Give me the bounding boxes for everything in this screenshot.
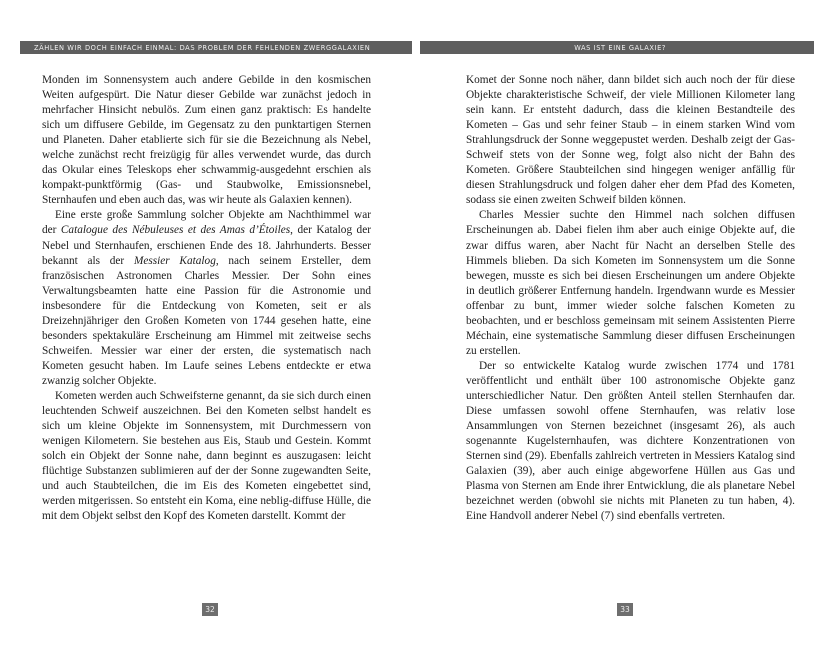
- page-number-left-text: 32: [205, 605, 215, 614]
- paragraph: [466, 208, 795, 358]
- paragraph-text: Charles Messier suchte den Himmel nach solchen diffusen Erscheinungen ab. Dabei fielen ihm aber auch einige Objekte auf, die zwar diffus waren, aber Nacht für Nacht an derselben Stelle des Himmels blieben. Da sich Kometen im Sonnensystem um die Sonne bewegen, musste es sich bei diesen Erscheinungen um andere Objekte in deutlich größerer Entfernung handeln. Irgendwann wurde es Messier offenbar zu bunt, immer wieder solche falschen Kometen zu beobachten, und er beschloss gemeinsam mit seinem Assistenten Pierre Méchain, eine systematische Sammlung dieser diffusen Erscheinungen zu erstellen.: [466, 209, 795, 357]
- page-number-right: [617, 603, 633, 616]
- header-left-title: ZÄHLEN WIR DOCH EINFACH EINMAL: DAS PROBLEM DER FEHLENDEN ZWERGGALAXIEN: [34, 43, 371, 52]
- paragraph: [466, 73, 795, 208]
- italic-title-text: Catalogue des Nébuleuses et des Amas d’Étoiles: [60, 224, 291, 237]
- paragraph-text: , nach seinem Ersteller, dem französischen Astronomen Charles Messier. Der Sohn eines Verwaltungsbeamten hatte eine Passion für die Astronomie und insbesondere für die Entdeckung von Kometen, seit er als Dreizehnjähriger den Großen Kometen von 1744 gesehen hatte, eine besonders spektakuläre Erscheinung am Himmel mit zeitweise sechs Schweifen. Messier war einer der ersten, die systematisch nach Kometen gesucht haben. Im Laufe seines Lebens entdeckte er etwa zwanzig solcher Objekte.: [42, 254, 371, 387]
- running-header-right: [420, 41, 814, 54]
- paragraph-text: Monden im Sonnensystem auch andere Gebilde in den kosmischen Weiten aufgespürt. Die Natur dieser Gebilde war zunächst jedoch in mehrfacher Hinsicht nebulös. Zum einen ganz praktisch: Es handelte sich um diffusere Gebilde, im Gegensatz zu den punktartigen Sternen und Planeten. Daher etablierte sich für sie die Bezeichnung als Nebel, welche zunächst recht freizügig für alles verwendet wurde, das durch das Okular eines Teleskops eher schwammig-ausgedehnt erschien als kompakt-punktförmig (Gas- und Staubwolke, Emissionsnebel, Sternhaufen und eben auch das, was wir heute als Galaxien kennen).: [42, 74, 371, 207]
- italic-title-text: Messier Katalog: [133, 254, 216, 267]
- header-right-title: WAS IST EINE GALAXIE?: [574, 43, 666, 52]
- paragraph-text: Eine erste große Sammlung solcher Objekte am Nachthimmel war der: [42, 209, 371, 237]
- page-number-left: [202, 603, 218, 616]
- right-page-body: [466, 73, 795, 524]
- paragraph-text: Kometen werden auch Schweifsterne genannt, da sie sich durch einen leuchtenden Schweif auszeichnen. Bei den Kometen selbst handelt es sich um kleine Objekte im Sonnensystem, mit Durchmessern von wenigen Kilometern. Sie bestehen aus Eis, Staub und Gestein. Kommt solch ein Objekt der Sonne nahe, dann beginnt es auszugasen: leicht flüchtige Substanzen sublimieren auf der der Sonne zugewandten Seite, und auch Staubteilchen, die im Eis des Kometen eingebettet sind, werden mitgerissen. So entsteht ein Koma, eine neblig-diffuse Hülle, die mit dem Objekt selbst den Kopf des Kometen darstellt. Kommt der: [42, 389, 371, 523]
- paragraph: [42, 389, 371, 524]
- paragraph-text: Komet der Sonne noch näher, dann bildet sich auch noch der für diese Objekte charakteristische Schweif, der viele Millionen Kilometer lang sein kann. Er entsteht dadurch, dass die kleinen Bestandteile des Kometen – Gas und sehr feiner Staub – in einem starken Wind vom Strahlungsdruck der Sonne weggepustet werden. Deshalb zeigt der Gas-Schweif stets von der Sonne weg, folgt also nicht der Bahn des Kometen. Größere Staubteilchen sind hingegen weniger anfällig für diesen Strahlungsdruck und folgen daher eher dem Pfad des Kometen, sodass sie einen zweiten Schweif bilden können.: [466, 74, 795, 207]
- paragraph: [466, 359, 795, 525]
- page-number-right-text: 33: [620, 605, 630, 614]
- left-page-body: [42, 73, 371, 524]
- paragraph-text: , der Katalog der Nebel und Sternhaufen, erschienen Ende des 18. Jahrhunderts. Besser bekannt als der: [42, 224, 371, 267]
- paragraph: [42, 73, 371, 208]
- paragraph: [42, 208, 371, 389]
- paragraph-text: Der so entwickelte Katalog wurde zwischen 1774 und 1781 veröffentlicht und enthält über 100 astronomische Objekte ganz unterschiedlicher Natur. Den größten Anteil stellen Sternhaufen dar. Diese umfassen sowohl offene Sternhaufen, was relativ lose Ansammlungen von Sternen bezeichnet (insgesamt 26), als auch sogenannte Kugelsternhaufen, was dichtere Konzentrationen von Sternen sind (29). Ebenfalls zahlreich vertreten in Messiers Katalog sind Galaxien (39), aber auch einige abgeworfene Hüllen aus Gas und Plasma von Sternen am Ende ihrer Entwicklung, die als planetare Nebel bezeichnet werden (obwohl sie nichts mit Planeten zu tun haben, 4). Eine Handvoll anderer Nebel (7) sind ebenfalls vertreten.: [466, 359, 795, 523]
- running-header-left: [20, 41, 412, 54]
